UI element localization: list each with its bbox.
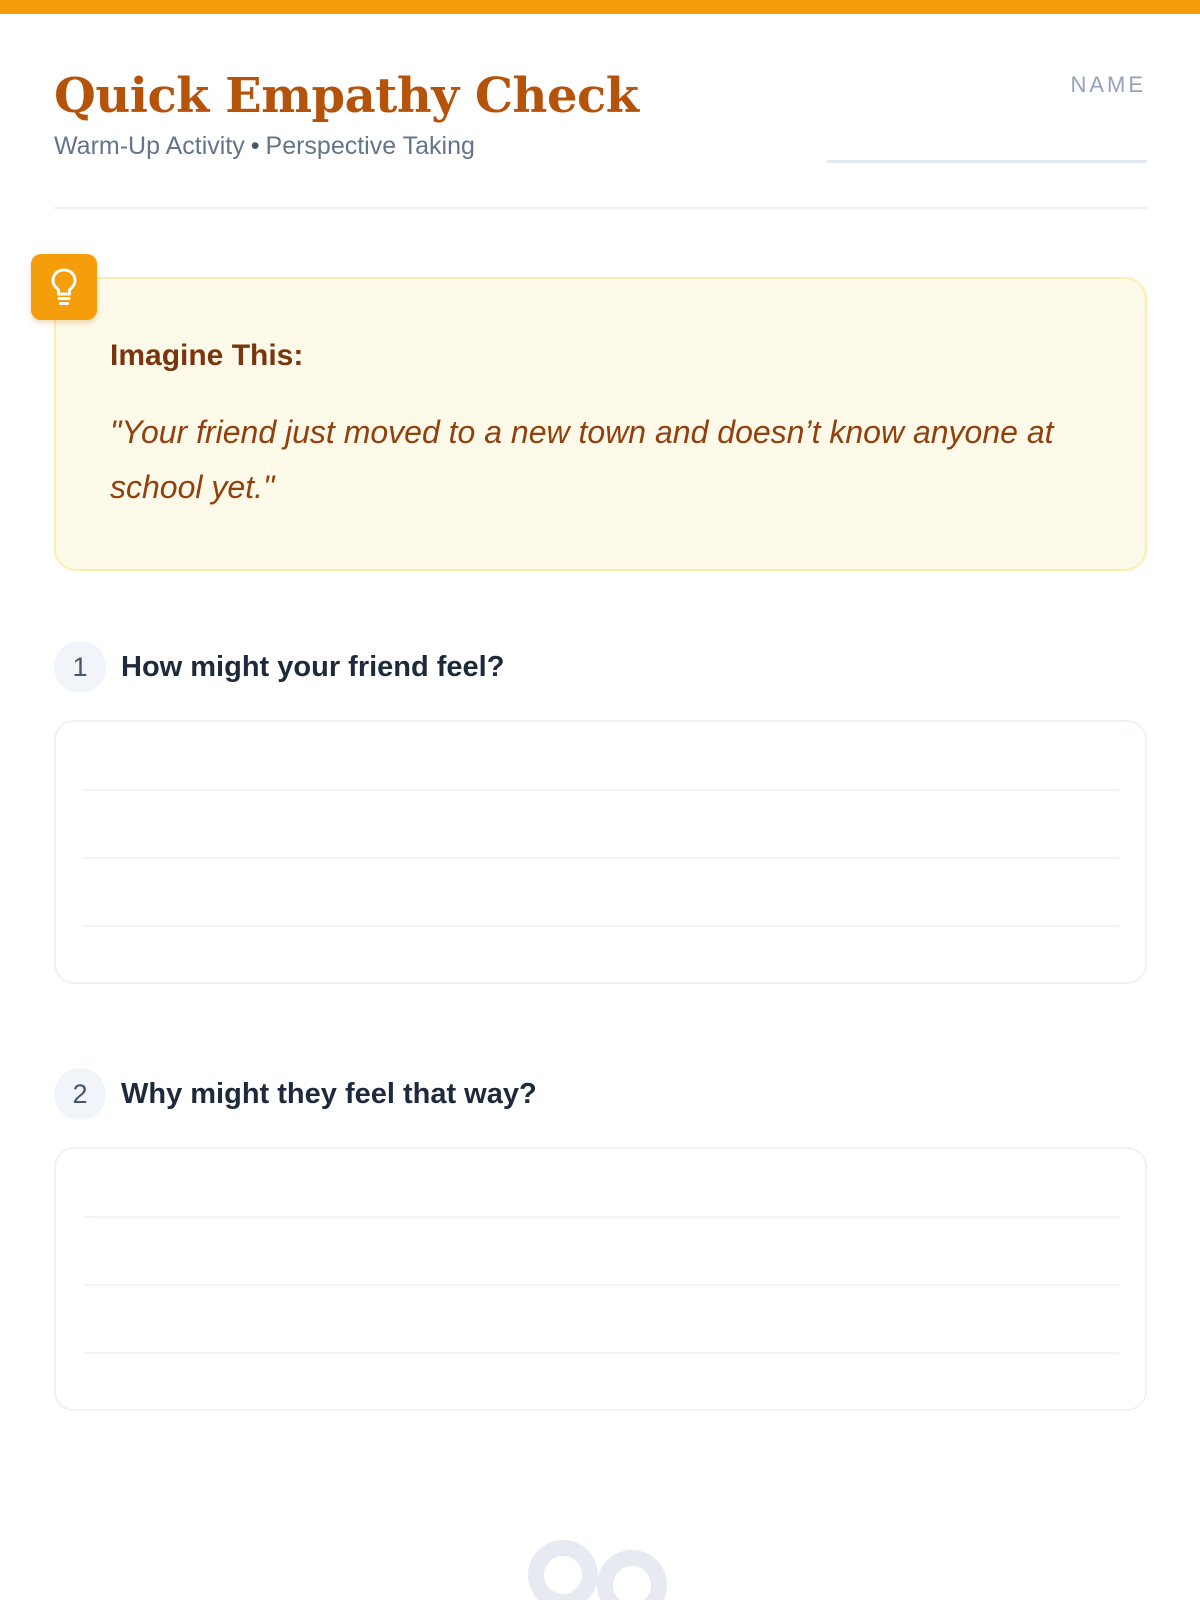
question-text: Why might they feel that way? [121,1078,537,1110]
answer-line [84,1284,1119,1286]
answer-line [84,789,1119,791]
answer-box[interactable] [54,1147,1147,1411]
subtitle-separator: • [250,132,260,160]
name-field-line[interactable] [827,160,1147,163]
question-number-badge: 1 [54,641,106,693]
answer-line [84,857,1119,859]
subtitle-topic: Perspective Taking [265,132,475,160]
subtitle-activity: Warm-Up Activity [54,132,245,160]
question-text: How might your friend feel? [121,651,505,683]
answer-line [84,1216,1119,1218]
name-label: NAME [1070,72,1146,97]
quote-mark-icon [525,1530,675,1604]
lightbulb-icon [31,254,97,320]
scenario-quote: "Your friend just moved to a new town and doesn’t know anyone at school yet." [110,414,1054,505]
scenario-heading: Imagine This: [110,339,304,372]
page-title: Quick Empathy Check [54,68,639,124]
question-number-badge: 2 [54,1068,106,1120]
top-accent-bar [0,0,1200,14]
header-divider [54,207,1147,209]
answer-line [84,925,1119,927]
answer-box[interactable] [54,720,1147,984]
answer-line [84,1352,1119,1354]
page-subtitle [54,130,475,162]
